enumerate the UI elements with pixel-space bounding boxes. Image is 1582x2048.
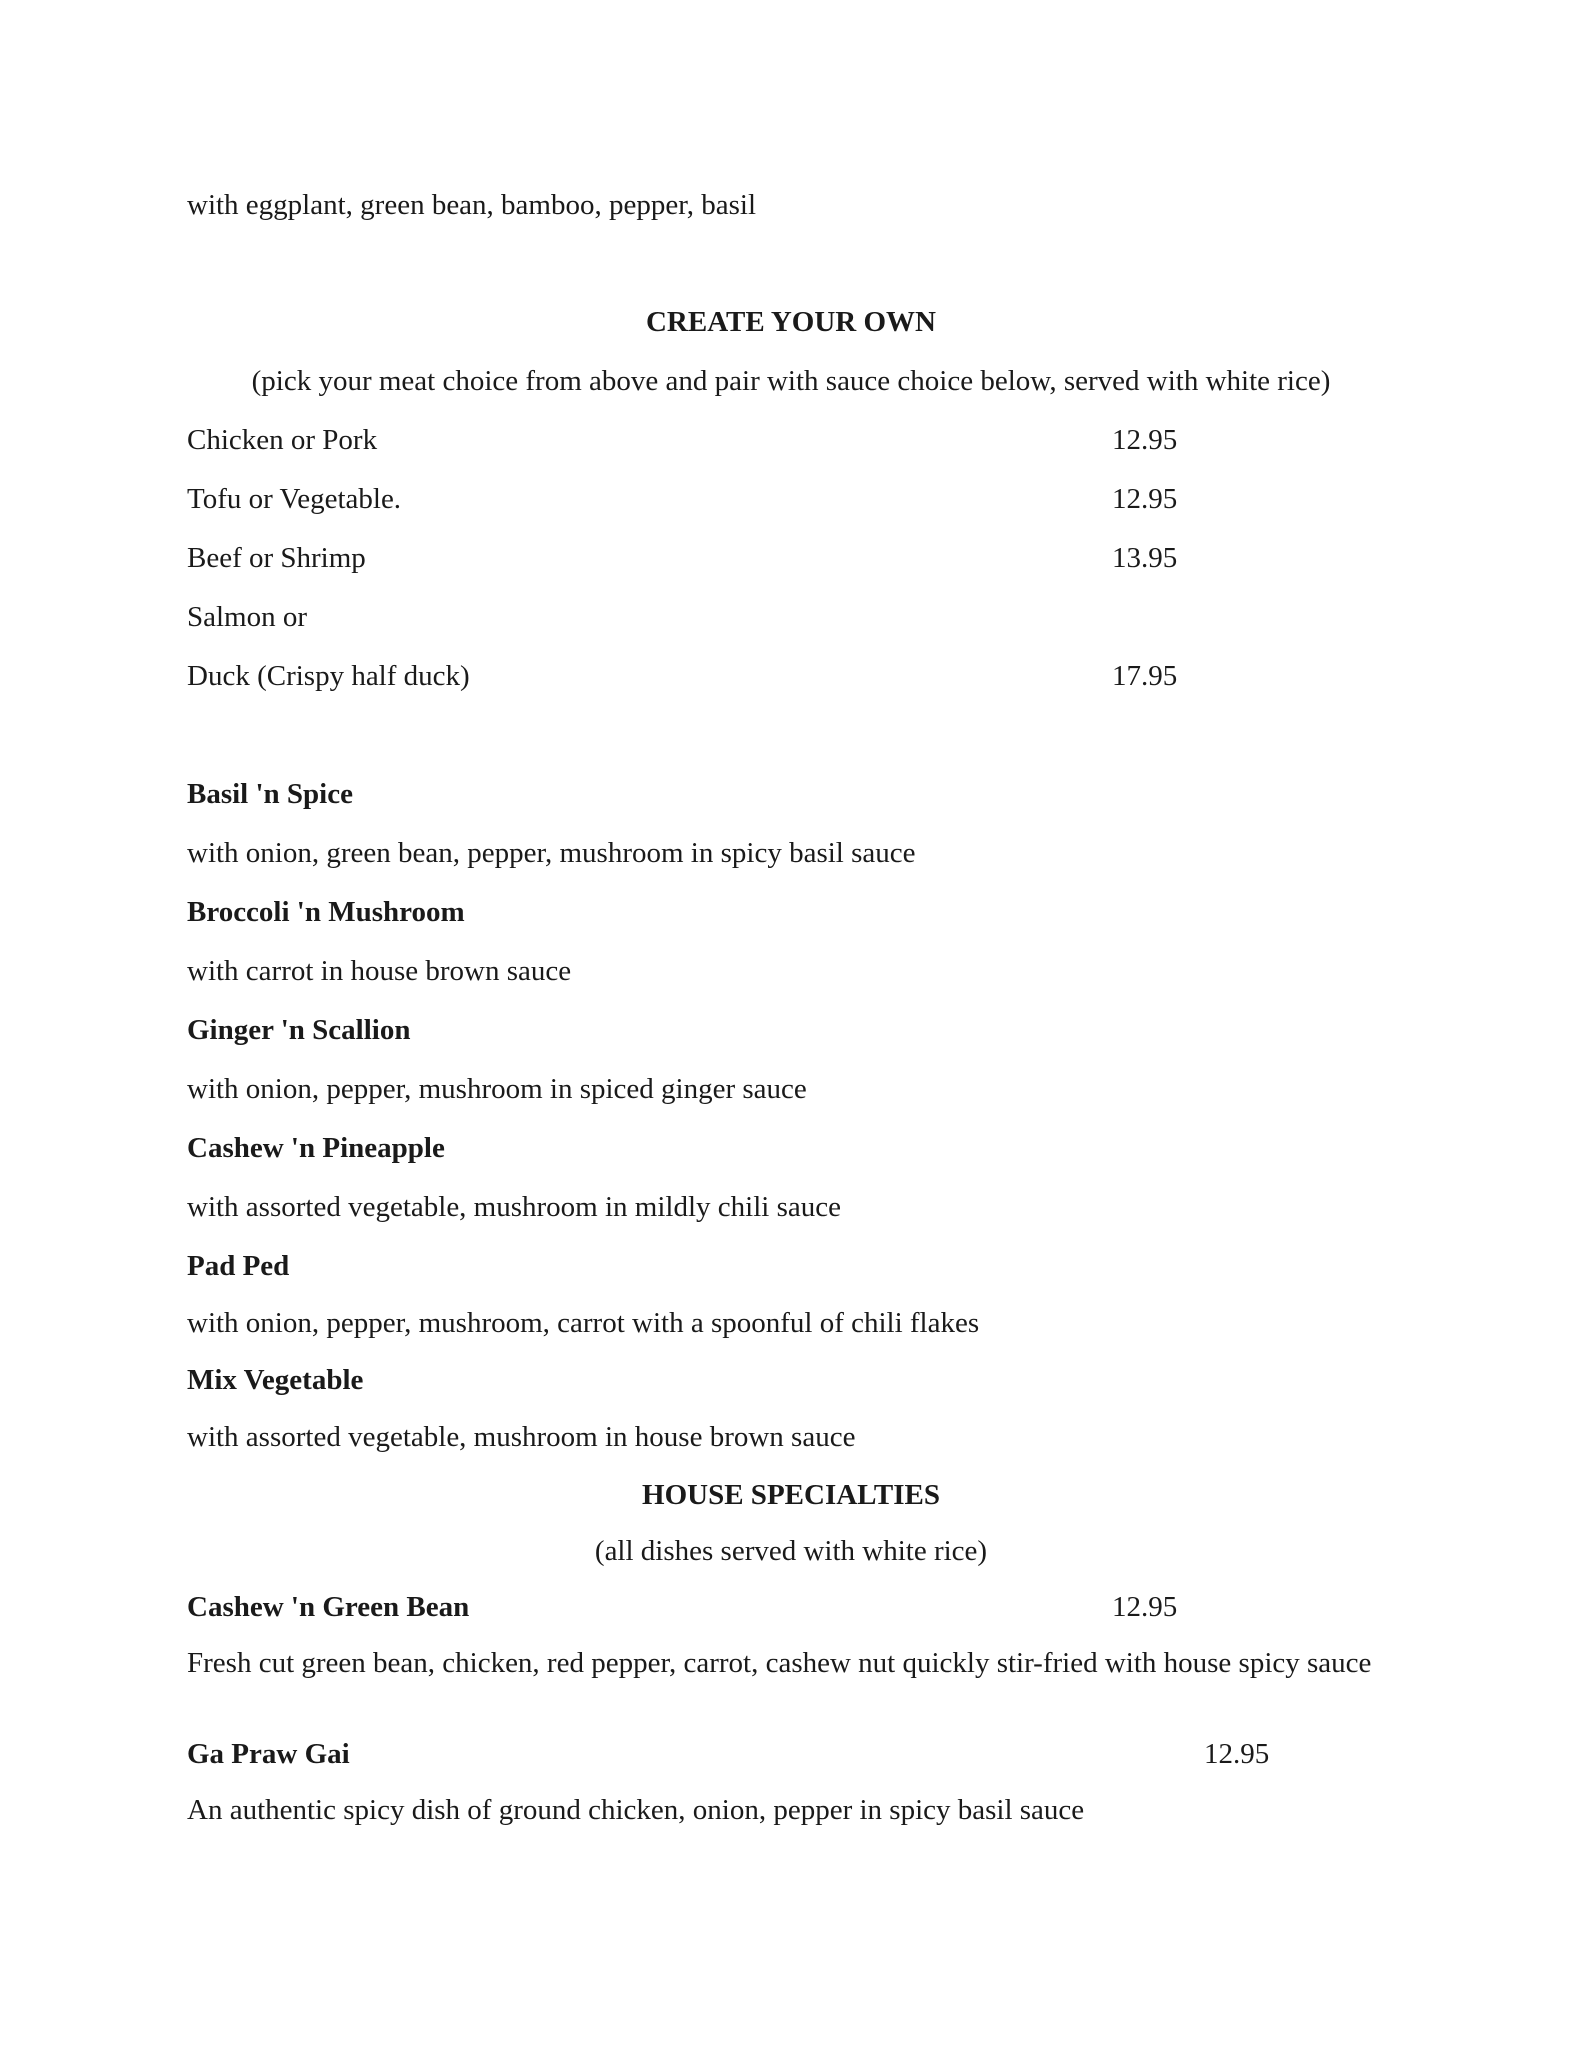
sauce-description: with assorted vegetable, mushroom in house brown sauce [187,1421,856,1453]
sauce-name: Mix Vegetable [187,1364,364,1396]
option-price: 12.95 [1112,483,1178,515]
intro-description: with eggplant, green bean, bamboo, pepper, basil [187,189,756,221]
house-specialties-heading: HOUSE SPECIALTIES [642,1479,940,1511]
option-name: Salmon or [187,601,308,633]
option-name: Tofu or Vegetable. [187,483,402,515]
specialty-description: Fresh cut green bean, chicken, red pepper, carrot, cashew nut quickly stir-fried with house spicy sauce [187,1647,1372,1679]
option-name: Chicken or Pork [187,424,378,456]
sauce-name: Basil 'n Spice [187,778,353,810]
sauce-description: with carrot in house brown sauce [187,955,572,987]
specialty-name: Ga Praw Gai [187,1738,350,1770]
sauce-name: Broccoli 'n Mushroom [187,896,465,928]
option-name: Beef or Shrimp [187,542,366,574]
create-your-own-subheading: (pick your meat choice from above and pair with sauce choice below, served with white rice) [251,365,1331,397]
sauce-description: with assorted vegetable, mushroom in mildly chili sauce [187,1191,841,1223]
sauce-description: with onion, green bean, pepper, mushroom in spicy basil sauce [187,837,916,869]
sauce-name: Cashew 'n Pineapple [187,1132,445,1164]
specialty-description: An authentic spicy dish of ground chicken, onion, pepper in spicy basil sauce [187,1794,1085,1826]
specialty-price: 12.95 [1204,1738,1270,1770]
specialty-name: Cashew 'n Green Bean [187,1591,470,1623]
house-specialties-subheading: (all dishes served with white rice) [594,1535,988,1567]
specialty-price: 12.95 [1112,1591,1178,1623]
sauce-description: with onion, pepper, mushroom in spiced ginger sauce [187,1073,807,1105]
sauce-description: with onion, pepper, mushroom, carrot with a spoonful of chili flakes [187,1307,980,1339]
option-name: Duck (Crispy half duck) [187,660,470,692]
sauce-name: Pad Ped [187,1250,290,1282]
option-price: 17.95 [1112,660,1178,692]
create-your-own-heading: CREATE YOUR OWN [645,306,936,338]
sauce-name: Ginger 'n Scallion [187,1014,411,1046]
option-price: 12.95 [1112,424,1178,456]
option-price: 13.95 [1112,542,1178,574]
